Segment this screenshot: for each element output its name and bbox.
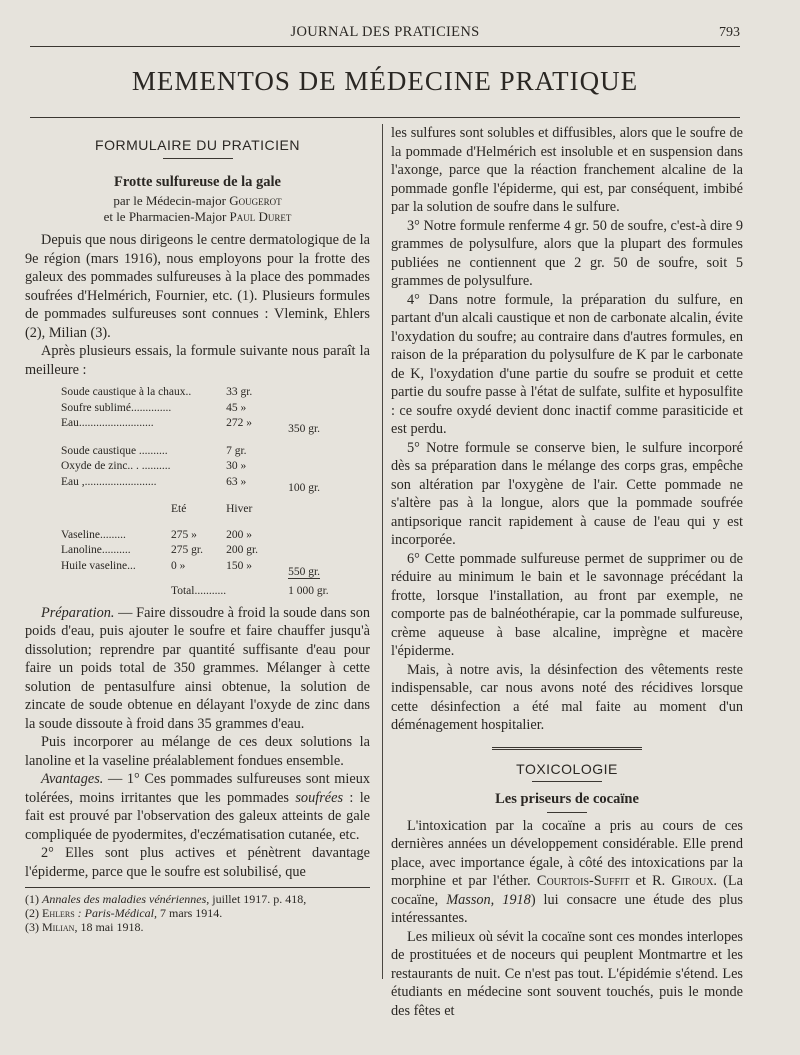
table-row	[61, 438, 348, 460]
tox-text: (La cocaïne,	[391, 873, 743, 908]
tox-text: ) lui consacre une étude des plus intéressantes.	[391, 891, 743, 926]
footnote-marker: (2)	[25, 906, 39, 920]
ingredient-name: Soufre sublimé..............	[61, 401, 172, 414]
incorporate-paragraph: Puis incorporer au mélange de ces deux solutions la lanoline et la vaseline préalablement fondues ensemble.	[25, 734, 370, 769]
footnote	[25, 892, 370, 906]
main-title: MEMENTOS DE MÉDECINE PRATIQUE	[131, 66, 639, 96]
section-separator	[492, 747, 642, 750]
ingredient-name: Soude caustique à la chaux..	[61, 386, 192, 398]
author-line-2	[25, 209, 370, 225]
ingredient-qty-hiver: 200 »	[226, 528, 252, 541]
table-row	[61, 385, 348, 401]
intro-paragraph: Depuis que nous dirigeons le centre dermatologique de la 9e région (mars 1916), nous employons pour la frotte des galeux des pommades sulfureuses à la place des pommades soufrées d'Helmérich, Fournier, etc. (1). Plusieurs formules de pommades sulfureuses sont connues : Vlemink, Ehlers (2), Milian (3).	[25, 232, 370, 341]
table-row	[61, 518, 348, 544]
adv-label: Avantages.	[41, 771, 104, 787]
ingredient-qty: 272 »	[226, 417, 252, 429]
footnote-author: Ehlers	[42, 906, 75, 920]
trials-paragraph: Après plusieurs essais, la formule suivante nous paraît la meilleure :	[25, 343, 370, 378]
article-title: Frotte sulfureuse de la gale	[114, 173, 281, 190]
subtotal: 350 gr.	[288, 423, 321, 435]
table-row	[61, 401, 348, 417]
footnote	[25, 906, 370, 920]
footnote-rest: juillet 1917. p. 418,	[209, 892, 307, 906]
running-title: JOURNAL DES PRATICIENS	[290, 24, 480, 40]
footnote-rest: 7 mars 1914.	[156, 906, 223, 920]
table-header-row	[61, 496, 348, 518]
tox-text: et R.	[629, 873, 672, 889]
ingredient-cell	[61, 559, 226, 581]
subtotal-value: 550 gr.	[288, 565, 321, 578]
ingredient-name: Eau ,.........................	[61, 475, 157, 488]
article-title-cocaine: Les priseurs de cocaïne	[495, 791, 639, 807]
footnote-marker: (3)	[25, 920, 39, 934]
author-line-1	[25, 193, 370, 209]
right-column	[391, 124, 743, 1020]
ingredient-qty-hiver: 200 gr.	[226, 544, 259, 556]
left-column	[25, 124, 370, 934]
ingredient-qty: 30 »	[226, 460, 247, 472]
tox-author: Courtois-Suffit	[536, 873, 630, 889]
total-value: 1 000 gr.	[288, 585, 329, 597]
footnote	[25, 920, 370, 934]
adv-text: — 1° Ces pommades sulfureuses sont mieux tolérées, moins irritantes que les pommades	[25, 771, 370, 806]
ingredient-name: Soude caustique ..........	[61, 444, 168, 457]
table-row	[61, 459, 348, 475]
preparation-paragraph	[25, 604, 370, 734]
table-row	[61, 559, 348, 581]
point-2-paragraph: 2° Elles sont plus actives et pénètrent davantage l'épiderme, parce que le soufre est solubilisé, que	[25, 845, 370, 880]
point-4-paragraph: 4° Dans notre formule, la préparation du sulfure, en partant d'un alcali caustique et non de carbonate alcalin, évite l'oxydation du soufre; au contraire dans d'autres formules, en raison de la préparation du polysulfure de K par le carbonate de K, l'oxydation d'une partie du soufre se produit et cette partie du soufre passe à l'état de sulfate, sulfite et hyposulfite : ce soufre oxydé devient donc inactif comme parasiticide et est perdu.	[391, 291, 743, 437]
column-ete: Eté	[171, 503, 187, 515]
ingredient-name: Vaseline.........	[61, 528, 126, 541]
page-number: 793	[719, 25, 740, 40]
adv-emphasis: soufrées	[295, 789, 344, 806]
table-row	[61, 475, 348, 497]
table-total-row	[61, 580, 348, 600]
author-name: Paul Duret	[229, 209, 292, 224]
total-label: Total...........	[171, 585, 227, 597]
point-5-paragraph: 5° Notre formule se conserve bien, le sulfure incorporé dès sa préparation dans le mélange des corps gras, empêche son altération par l'oxygène de l'air. Cette pommade ne s'altère pas à la longue, alors que la pommade soufrée antipsorique rancit rapidement à cause de l'eau qui y est incorporée.	[391, 439, 743, 548]
footnotes	[25, 892, 370, 934]
header-rule	[30, 46, 740, 47]
ingredient-qty: 33 gr.	[226, 386, 253, 398]
footnote-title: : Paris-Médical,	[74, 906, 157, 920]
ingredient-qty: 63 »	[226, 475, 247, 488]
column-divider	[382, 124, 383, 979]
continued-paragraph: les sulfures sont solubles et diffusibles, alors que le soufre de la pommade d'Helmérich est insoluble et en suspension dans l'axonge, parce que la réaction franchement alcaline de la pommade gonfle l'épiderme, qui est, par conséquent, imbibé par la solution de soufre dans le sulfure.	[391, 125, 743, 215]
page-header	[30, 24, 740, 44]
ingredient-name: Lanoline..........	[61, 544, 131, 556]
ingredient-name: Eau..........................	[61, 417, 154, 429]
subtotal	[288, 559, 348, 581]
toxicology-paragraph-1	[391, 817, 743, 928]
title-rule	[30, 117, 740, 118]
ingredient-name: Oxyde de zinc.. . ..........	[61, 460, 171, 472]
article-underline	[547, 812, 587, 813]
table-row	[61, 416, 348, 438]
section-underline	[532, 781, 602, 782]
ingredient-qty: 45 »	[226, 401, 247, 414]
point-6-paragraph: 6° Cette pommade sulfureuse permet de supprimer ou de réduire au minimum le bain et le savonnage précédant la frotte, lorsque l'installation, au front par exemple, ne comporte pas de balnéothérapie, car la pommade sulfureuse, crème aqueuse à base alcaline, imprègne et macère l'épiderme.	[391, 550, 743, 659]
ingredient-cell	[61, 543, 226, 559]
column-hiver: Hiver	[226, 503, 253, 515]
ingredient-cell	[61, 518, 226, 544]
author-prefix: et le Pharmacien-Major	[103, 209, 227, 224]
conclusion-paragraph: Mais, à notre avis, la désinfection des vêtements reste indispensable, car nous avons noté des récidives lorsque cette désinfection a été mal faite au moment d'un déménagement hospitalier.	[391, 661, 743, 733]
author-prefix: par le Médecin-major	[113, 193, 226, 208]
advantages-paragraph	[25, 770, 370, 844]
tox-author: Giroux.	[671, 873, 717, 889]
table-row	[61, 543, 348, 559]
footnote-marker: (1)	[25, 892, 39, 906]
ingredient-name: Huile vaseline...	[61, 559, 136, 572]
prep-label: Préparation.	[41, 604, 115, 621]
toxicology-paragraph-2: Les milieux où sévit la cocaïne sont ces mondes interlopes de prostituées et de noceurs qui peuplent Montmartre et les restaurants de nuit. Ce n'est pas tout. L'épidémie s'étend. Les étudiants en médecine sont souvent touchés, puis le monde des fêtes et	[391, 928, 743, 1019]
point-3-paragraph: 3° Notre formule renferme 4 gr. 50 de soufre, c'est-à dire 9 grammes de polysulfure, alors que la plupart des formules publiées ne contiennent que 2 gr. 50 de soufre, soit 5 grammes de polysulfure.	[391, 217, 743, 289]
section-heading-toxicologie: TOXICOLOGIE	[516, 760, 618, 777]
ingredient-qty-ete: 275 gr.	[171, 544, 203, 556]
ingredient-qty-ete: 0 »	[171, 559, 186, 572]
footnote-title: Annales des maladies vénériennes,	[42, 892, 210, 906]
tox-text: L'intoxication par la cocaïne a pris au cours de ces dernières années un développement considérable. Elle prend place, avec importance égale, à côté des intoxications par la morphine et par l'éther.	[391, 817, 743, 889]
authors	[25, 193, 370, 225]
section-underline	[163, 158, 233, 159]
prep-text: — Faire dissoudre à froid la soude dans son poids d'eau, puis ajouter le soufre et faire chauffer jusqu'à dissolution; reprendre par quantité suffisante d'eau pour faire un poids total de 350 grammes. Mélanger à cette solution de pentasulfure ainsi obtenue, la solution de zincate de soude obtenue en délayant l'oxyde de zinc dans la soude dissoute à froid dans 35 grammes d'eau.	[25, 604, 370, 732]
adv-text: : le fait est prouvé par l'observation des galeux atteints de gale compliquée de pyodermites, d'eczématisation cutanée, etc.	[25, 789, 371, 843]
section-heading-formulaire: FORMULAIRE DU PRATICIEN	[95, 137, 300, 153]
ingredient-qty: 7 gr.	[226, 444, 247, 457]
ingredient-qty-ete: 275 »	[171, 528, 197, 541]
recipe-table	[61, 385, 348, 600]
footnotes-rule	[25, 887, 370, 888]
ingredient-qty-hiver: 150 »	[226, 559, 252, 572]
footnote-author: Milian,	[42, 920, 78, 934]
author-name: Gougerot	[229, 193, 282, 208]
subtotal: 100 gr.	[288, 481, 321, 494]
footnote-rest: 18 mai 1918.	[77, 920, 144, 934]
tox-publisher: Masson, 1918	[446, 891, 531, 908]
